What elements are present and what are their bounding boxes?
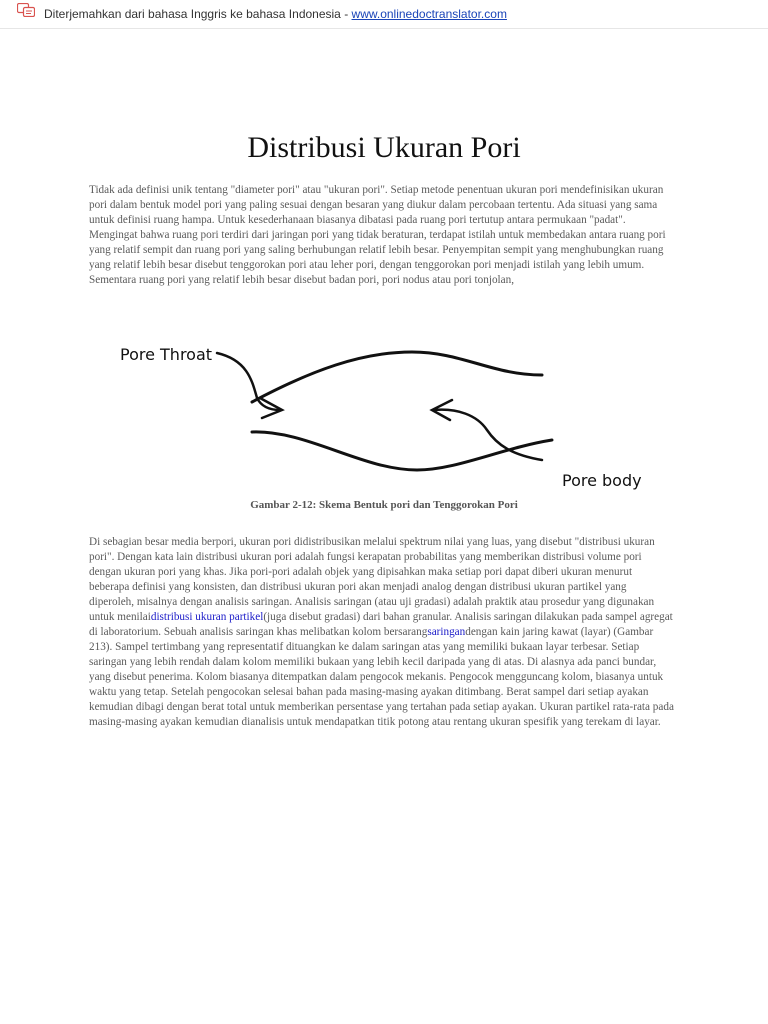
figure-caption: Gambar 2-12: Skema Bentuk pori dan Tenggorokan Pori [250, 499, 518, 511]
banner-text: Diterjemahkan dari bahasa Inggris ke bahasa Indonesia - [44, 7, 352, 21]
throat-arrow-line [217, 353, 280, 410]
paragraph-distribution-part3: dengan kain jaring kawat (layar) (Gambar 213). Sampel tertimbang yang representatif dituangkan ke dalam saringan atas yang memiliki bukaan layar terbesar. Setiap saringan yang lebih rendah dalam kolom memiliki bukaan yang lebih kecil daripada yang di atas. Di alasnya ada panci bundar, yang disebut penerima. Kolom biasanya ditempatkan dalam pengocok mekanis. Pengocok mengguncang kolom, biasanya untuk waktu yang tetap. Setelah pengocokan selesai bahan pada masing-masing ayakan ditimbang. Berat sampel dari setiap ayakan kemudian dibagi dengan berat total untuk memberikan persentase yang tertahan pada setiap ayakan. Ukuran partikel rata-rata pada masing-masing ayakan kemudian dianalisis untuk mendapatkan titik potong atau rentang ukuran spesifik yang terekam di layar. [89, 626, 674, 728]
pore-lower-wall [252, 432, 552, 470]
paragraph-distribution-part2: (juga disebut gradasi) dari bahan granular. Analisis saringan dilakukan pada sampel agregat di laboratorium. Sebuah analisis saringan khas melibatkan kolom bersarang [89, 611, 673, 638]
translator-logo-icon [17, 3, 35, 17]
page-title: Distribusi Ukuran Pori [247, 131, 521, 164]
pore-body-label: Pore body [562, 471, 642, 490]
banner-link[interactable]: www.onlinedoctranslator.com [351, 7, 507, 21]
pore-throat-label: Pore Throat [120, 345, 213, 364]
pore-diagram [112, 330, 662, 498]
link-particle-size-distribution[interactable]: distribusi ukuran partikel [150, 611, 264, 623]
translation-banner [0, 0, 768, 29]
paragraph-intro: Tidak ada definisi unik tentang "diameter pori" atau "ukuran pori". Setiap metode penentuan ukuran pori mendefinisikan ukuran pori dalam bentuk model pori yang paling sesuai dengan besaran yang diukur dalam percobaan tertentu. Ada situasi yang sama untuk definisi ruang hampa. Untuk kesederhanaan biasanya dibatasi pada ruang pori tertutup antara permukaan "padat". Mengingat bahwa ruang pori terdiri dari jaringan pori yang tidak beraturan, terdapat istilah untuk membedakan antara ruang pori yang relatif sempit dan ruang pori yang saling berhubungan relatif lebih besar. Penyempitan sempit yang menghubungkan ruang yang relatif lebih besar disebut tenggorokan pori atau leher pori, dengan tenggorokan pori menjadi istilah yang lebih umum. Sementara ruang pori yang relatif lebih besar disebut badan pori, pori nodus atau pori tonjolan, [89, 184, 666, 286]
pore-upper-wall [252, 352, 542, 402]
paragraph-distribution [89, 535, 674, 730]
body-arrow-line [434, 410, 542, 460]
link-sieve[interactable]: saringan [427, 626, 466, 638]
paragraph-distribution-part1: Di sebagian besar media berpori, ukuran pori didistribusikan melalui spektrum nilai yang luas, yang disebut "distribusi ukuran pori". Dengan kata lain distribusi ukuran pori adalah fungsi kerapatan probabilitas yang memberikan distribusi volume pori dengan ukuran pori yang khas. Jika pori-pori adalah objek yang dipisahkan maka setiap pori dapat diberi ukuran menurut beberapa definisi yang konsisten, dan distribusi ukuran pori akan menjadi analog dengan distribusi ukuran partikel yang diperoleh, misalnya dengan analisis saringan. Analisis saringan (atau uji gradasi) adalah praktik atau prosedur yang digunakan untuk menilai [89, 536, 655, 623]
